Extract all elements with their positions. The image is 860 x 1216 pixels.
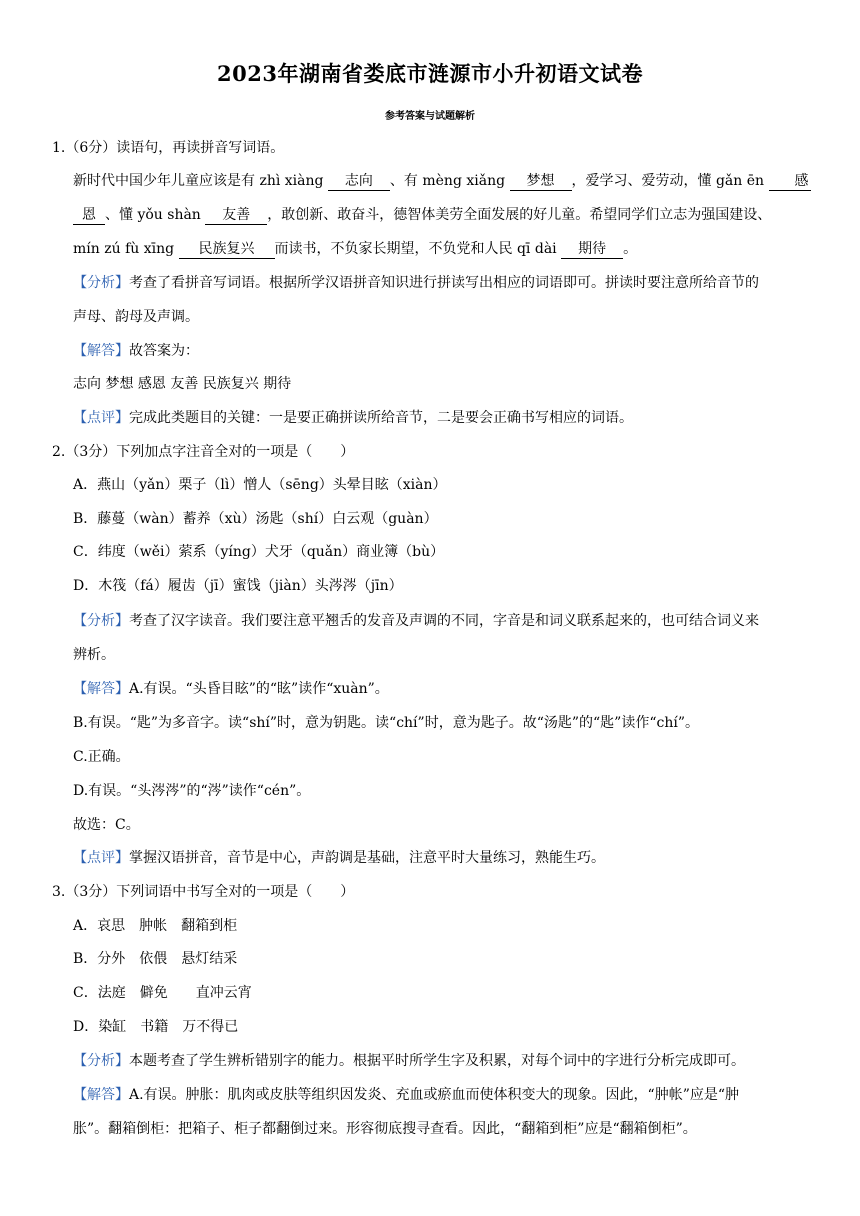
answer-tag: 【解答】 bbox=[73, 1087, 129, 1103]
answer-text: 故答案为： bbox=[129, 343, 199, 359]
q2-comment bbox=[73, 848, 605, 868]
q3-stem: 3.（3分）下列词语中书写全对的一项是（ ） bbox=[52, 884, 355, 900]
q2-option-d: D．木筏（fá）履齿（jī）蜜饯（jiàn）头涔涔（jīn） bbox=[73, 578, 403, 594]
analysis-text: 本题考查了学生辨析错别字的能力。根据平时所学生字及积累，对每个词中的字进行分析完成即可。 bbox=[129, 1053, 745, 1069]
answer-text: A.有误。肿胀：肌肉或皮肤等组织因发炎、充血或瘀血而使体积变大的现象。因此，“肿帐”应是“肿 bbox=[129, 1087, 740, 1103]
q1-text: 而读书，不负家长期望，不负党和人民 qī dài bbox=[274, 241, 562, 257]
q2-option-a: A．燕山（yǎn）栗子（lì）憎人（sēng）头晕目眩（xiàn） bbox=[73, 477, 447, 493]
q1-text: 、有 mèng xiǎng bbox=[389, 173, 510, 189]
comment-tag: 【点评】 bbox=[73, 850, 129, 866]
q1-blank-3a: 感 bbox=[769, 173, 811, 191]
q1-answer bbox=[73, 341, 199, 361]
q1-answer-words: 志向 梦想 感恩 友善 民族复兴 期待 bbox=[73, 376, 292, 392]
q1-text: 。 bbox=[623, 241, 638, 257]
q1-text: 、懂 yǒu shàn bbox=[105, 207, 206, 223]
q2-answer-d: D.有误。“头涔涔”的“涔”读作“cén”。 bbox=[73, 783, 311, 799]
q1-text: mín zú fù xīng bbox=[73, 241, 179, 257]
q2-option-b: B．藤蔓（wàn）蓄养（xù）汤匙（shí）白云观（guàn） bbox=[73, 511, 438, 527]
q3-answer-cont: 胀”。翻箱倒柜：把箱子、柜子都翻倒过来。形容彻底搜寻查看。因此，“翻箱到柜”应是“翻箱倒柜”。 bbox=[73, 1121, 697, 1137]
q3-option-c: C．法庭 僻免 直冲云宵 bbox=[73, 985, 252, 1001]
q1-blank-1: 志向 bbox=[328, 173, 390, 191]
analysis-tag: 【分析】 bbox=[73, 275, 129, 291]
q1-text: 新时代中国少年儿童应该是有 zhì xiàng bbox=[73, 173, 328, 189]
q3-option-b: B．分外 依偎 悬灯结采 bbox=[73, 951, 238, 967]
analysis-tag: 【分析】 bbox=[73, 1053, 129, 1069]
q1-blank-5: 民族复兴 bbox=[179, 241, 275, 259]
q3-answer bbox=[73, 1085, 739, 1105]
q3-option-a: A．哀思 肿帐 翻箱到柜 bbox=[73, 918, 238, 934]
q2-answer bbox=[73, 679, 389, 699]
q1-sentence-line-1 bbox=[73, 171, 811, 191]
q1-analysis-cont: 声母、韵母及声调。 bbox=[73, 309, 199, 325]
q2-option-c: C．纬度（wěi）萦系（yíng）犬牙（quǎn）商业簿（bù） bbox=[73, 544, 445, 560]
comment-tag: 【点评】 bbox=[73, 410, 129, 426]
comment-text: 完成此类题目的关键：一是要正确拼读所给音节，二是要会正确书写相应的词语。 bbox=[129, 410, 633, 426]
page-subtitle: 参考答案与试题解析 bbox=[385, 111, 475, 122]
q3-analysis bbox=[73, 1051, 745, 1071]
q2-analysis bbox=[73, 611, 759, 631]
q1-blank-6: 期待 bbox=[561, 241, 623, 259]
q1-text: ，敢创新、敢奋斗，德智体美劳全面发展的好儿童。希望同学们立志为强国建设、 bbox=[267, 207, 772, 223]
q1-blank-2: 梦想 bbox=[510, 173, 572, 191]
q3-option-d: D．染缸 书籍 万不得已 bbox=[73, 1019, 239, 1035]
q2-answer-final: 故选：C。 bbox=[73, 817, 140, 833]
q1-analysis bbox=[73, 273, 759, 293]
answer-tag: 【解答】 bbox=[73, 343, 129, 359]
answer-text: A.有误。“头昏目眩”的“眩”读作“xuàn”。 bbox=[129, 681, 389, 697]
q1-stem: 1.（6分）读语句，再读拼音写词语。 bbox=[52, 140, 285, 156]
q2-answer-c: C.正确。 bbox=[73, 749, 130, 765]
q2-stem: 2.（3分）下列加点字注音全对的一项是（ ） bbox=[52, 444, 355, 460]
q1-text: ，爱学习、爱劳动，懂 gǎn ēn bbox=[571, 173, 769, 189]
q1-sentence-line-3 bbox=[73, 239, 637, 259]
comment-text: 掌握汉语拼音，音节是中心，声韵调是基础，注意平时大量练习，熟能生巧。 bbox=[129, 850, 605, 866]
q1-sentence-line-2 bbox=[73, 205, 771, 225]
q2-answer-b: B.有误。“匙”为多音字。读“shí”时，意为钥匙。读“chí”时，意为匙子。故“汤匙”的“匙”读作“chí”。 bbox=[73, 715, 699, 731]
q1-comment bbox=[73, 408, 633, 428]
answer-tag: 【解答】 bbox=[73, 681, 129, 697]
analysis-tag: 【分析】 bbox=[73, 613, 129, 629]
q1-blank-3b: 恩 bbox=[73, 207, 105, 225]
page-title: 2023年湖南省娄底市涟源市小升初语文试卷 bbox=[217, 61, 643, 86]
analysis-text: 考查了汉字读音。我们要注意平翘舌的发音及声调的不同，字音是和词义联系起来的，也可结合词义来 bbox=[129, 613, 759, 629]
q1-blank-4: 友善 bbox=[205, 207, 267, 225]
q2-analysis-cont: 辨析。 bbox=[73, 647, 115, 663]
analysis-text: 考查了看拼音写词语。根据所学汉语拼音知识进行拼读写出相应的词语即可。拼读时要注意所给音节的 bbox=[129, 275, 759, 291]
